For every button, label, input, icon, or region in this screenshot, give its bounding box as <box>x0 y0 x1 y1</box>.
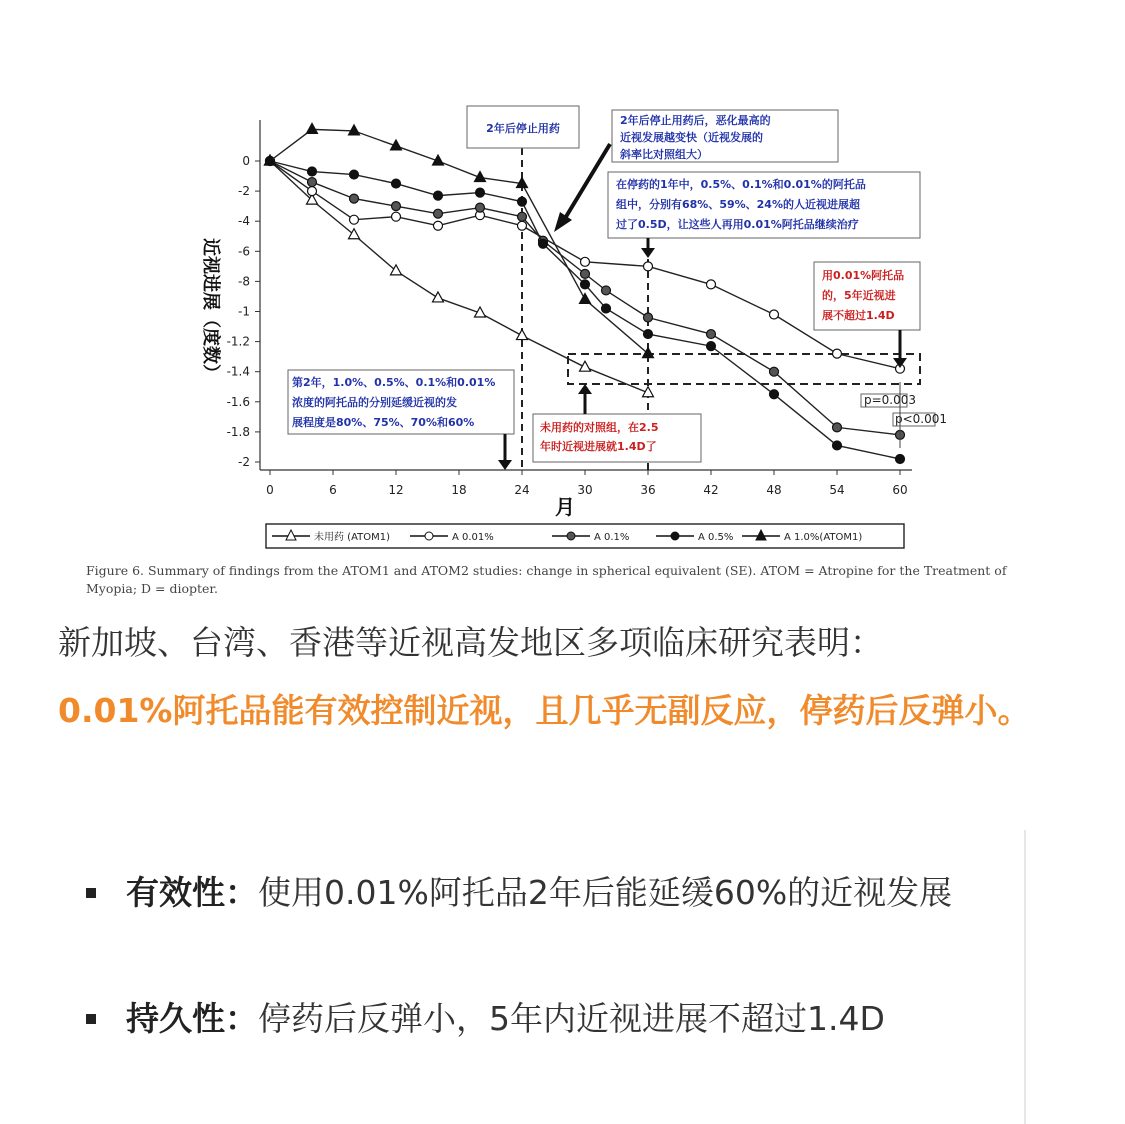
legend-label: A 0.01% <box>452 532 494 543</box>
y-tick-label: -1.2 <box>226 334 250 349</box>
year3-arrow-head <box>641 248 655 258</box>
x-tick-label: 18 <box>451 483 467 497</box>
data-point <box>580 361 591 371</box>
data-point <box>833 441 842 450</box>
legend-label: A 0.5% <box>698 532 734 543</box>
data-point <box>518 221 527 230</box>
x-tick-label: 48 <box>766 483 782 497</box>
year3-note-text: 组中，分别有68%、59%、24%的人近视进展超 <box>616 198 860 211</box>
p1-text: p=0.003 <box>864 393 917 407</box>
data-point <box>349 125 360 135</box>
data-point <box>392 179 401 188</box>
data-point <box>644 262 653 271</box>
data-point <box>307 123 318 133</box>
data-point <box>518 197 527 206</box>
data-point <box>392 212 401 221</box>
bullet-body <box>126 988 1026 1050</box>
bullet-durability <box>86 988 1026 1050</box>
five-year-note-text: 的，5年近视进 <box>822 289 896 302</box>
y-tick-label: -4 <box>238 214 250 229</box>
y-tick-label: -1.4 <box>226 364 250 379</box>
data-point <box>434 209 443 218</box>
legend-label: 未用药 (ATOM1) <box>314 532 391 543</box>
series-line <box>270 129 648 353</box>
data-point <box>476 188 485 197</box>
x-axis-label: 月 <box>555 495 575 519</box>
bullet-square-icon <box>86 1014 96 1024</box>
data-point <box>434 191 443 200</box>
five-year-note-text: 展不超过1.4D <box>822 309 895 322</box>
control-note-text: 未用药的对照组，在2.5 <box>540 421 659 434</box>
data-point <box>308 167 317 176</box>
data-point <box>643 348 654 358</box>
y-tick-label: -8 <box>238 274 250 289</box>
data-point <box>350 170 359 179</box>
data-point <box>770 367 779 376</box>
data-point <box>581 280 590 289</box>
data-point <box>539 239 548 248</box>
data-point <box>518 212 527 221</box>
year2-note-text: 浓度的阿托品的分别延缓近视的发 <box>292 396 457 409</box>
data-point <box>391 265 402 275</box>
bullet-text: 停药后反弹小，5年内近视进展不超过1.4D <box>258 999 885 1038</box>
y-tick-label: -1 <box>238 304 250 319</box>
data-point <box>350 215 359 224</box>
y-tick-label: -2 <box>238 184 250 199</box>
legend-marker <box>567 532 575 540</box>
data-point <box>349 229 360 239</box>
y-tick-label: 0 <box>242 154 250 168</box>
data-point <box>896 454 905 463</box>
x-tick-label: 54 <box>829 483 845 497</box>
control-note-text: 年时近视进展就1.4D了 <box>540 440 657 453</box>
data-point <box>644 313 653 322</box>
x-tick-label: 30 <box>577 483 593 497</box>
stop-label: 2年后停止用药 <box>486 122 560 135</box>
bullet-square-icon <box>86 888 96 898</box>
data-point <box>707 330 716 339</box>
x-tick-label: 12 <box>388 483 404 497</box>
figure-caption: Figure 6. Summary of findings from the ATOM1 and ATOM2 studies: change in spherical equivalent (SE). ATOM = Atropine for the Treatment of Myopia; D = diopter. <box>86 563 1007 596</box>
data-point <box>770 310 779 319</box>
data-point <box>308 187 317 196</box>
resume-note-text: 近视发展越变快（近视发展的 <box>620 131 763 144</box>
data-point <box>602 286 611 295</box>
data-point <box>833 349 842 358</box>
year2-arrow-head <box>498 460 512 470</box>
bullet-lead: 有效性： <box>126 873 258 912</box>
bullet-text: 使用0.01%阿托品2年后能延缓60%的近视发展 <box>258 873 953 912</box>
intro-text: 新加坡、台湾、香港等近视高发地区多项临床研究表明： <box>58 623 883 662</box>
legend-marker <box>671 532 679 540</box>
legend-label: A 1.0%(ATOM1) <box>784 532 863 543</box>
year2-note-text: 第2年，1.0%、0.5%、0.1%和0.01% <box>292 376 496 389</box>
highlight-text: 0.01%阿托品能有效控制近视，且几乎无副反应，停药后反弹小。 <box>58 691 1031 730</box>
control-arrow-head <box>578 384 592 394</box>
resume-note-text: 2年后停止用药后，恶化最高的 <box>620 114 771 127</box>
y-tick-label: -6 <box>238 244 250 259</box>
data-point <box>581 269 590 278</box>
data-point <box>644 330 653 339</box>
x-tick-label: 24 <box>514 483 530 497</box>
data-point <box>770 390 779 399</box>
series-line <box>270 161 648 393</box>
data-point <box>308 178 317 187</box>
legend-marker <box>425 532 433 540</box>
year2-note-text: 展程度是80%、75%、70%和60% <box>292 416 475 429</box>
x-tick-label: 36 <box>640 483 656 497</box>
five-year-note-text: 用0.01%阿托品 <box>822 269 905 282</box>
bullet-effectiveness <box>86 862 1026 924</box>
x-tick-label: 42 <box>703 483 719 497</box>
highlight-box <box>568 354 920 384</box>
data-point <box>833 423 842 432</box>
data-point <box>707 342 716 351</box>
data-point <box>602 304 611 313</box>
data-point <box>580 293 591 303</box>
x-tick-label: 0 <box>266 483 274 497</box>
bullet-body <box>126 862 1026 924</box>
legend-label: A 0.1% <box>594 532 630 543</box>
p2-text: p<0.001 <box>895 412 948 426</box>
y-tick-label: -1.8 <box>226 424 250 439</box>
data-point <box>476 203 485 212</box>
x-tick-label: 6 <box>329 483 337 497</box>
data-point <box>707 280 716 289</box>
data-point <box>392 202 401 211</box>
data-point <box>581 257 590 266</box>
y-tick-label: -1.6 <box>226 394 250 409</box>
data-point <box>350 194 359 203</box>
data-point <box>434 221 443 230</box>
year3-note-text: 在停药的1年中，0.5%、0.1%和0.01%的阿托品 <box>616 178 866 191</box>
five-year-arrow-head <box>893 358 907 368</box>
bullet-lead: 持久性： <box>126 999 258 1038</box>
year3-note-text: 过了0.5D，让这些人再用0.01%阿托品继续治疗 <box>616 218 859 231</box>
data-point <box>433 292 444 302</box>
y-tick-label: -2 <box>238 455 250 469</box>
resume-note-text: 斜率比对照组大） <box>620 148 708 161</box>
data-point <box>517 330 528 340</box>
divider <box>1024 830 1026 1124</box>
x-tick-label: 60 <box>892 483 908 497</box>
y-axis-label: 近视进展（度数） <box>200 238 221 382</box>
resume-arrow <box>564 144 610 220</box>
